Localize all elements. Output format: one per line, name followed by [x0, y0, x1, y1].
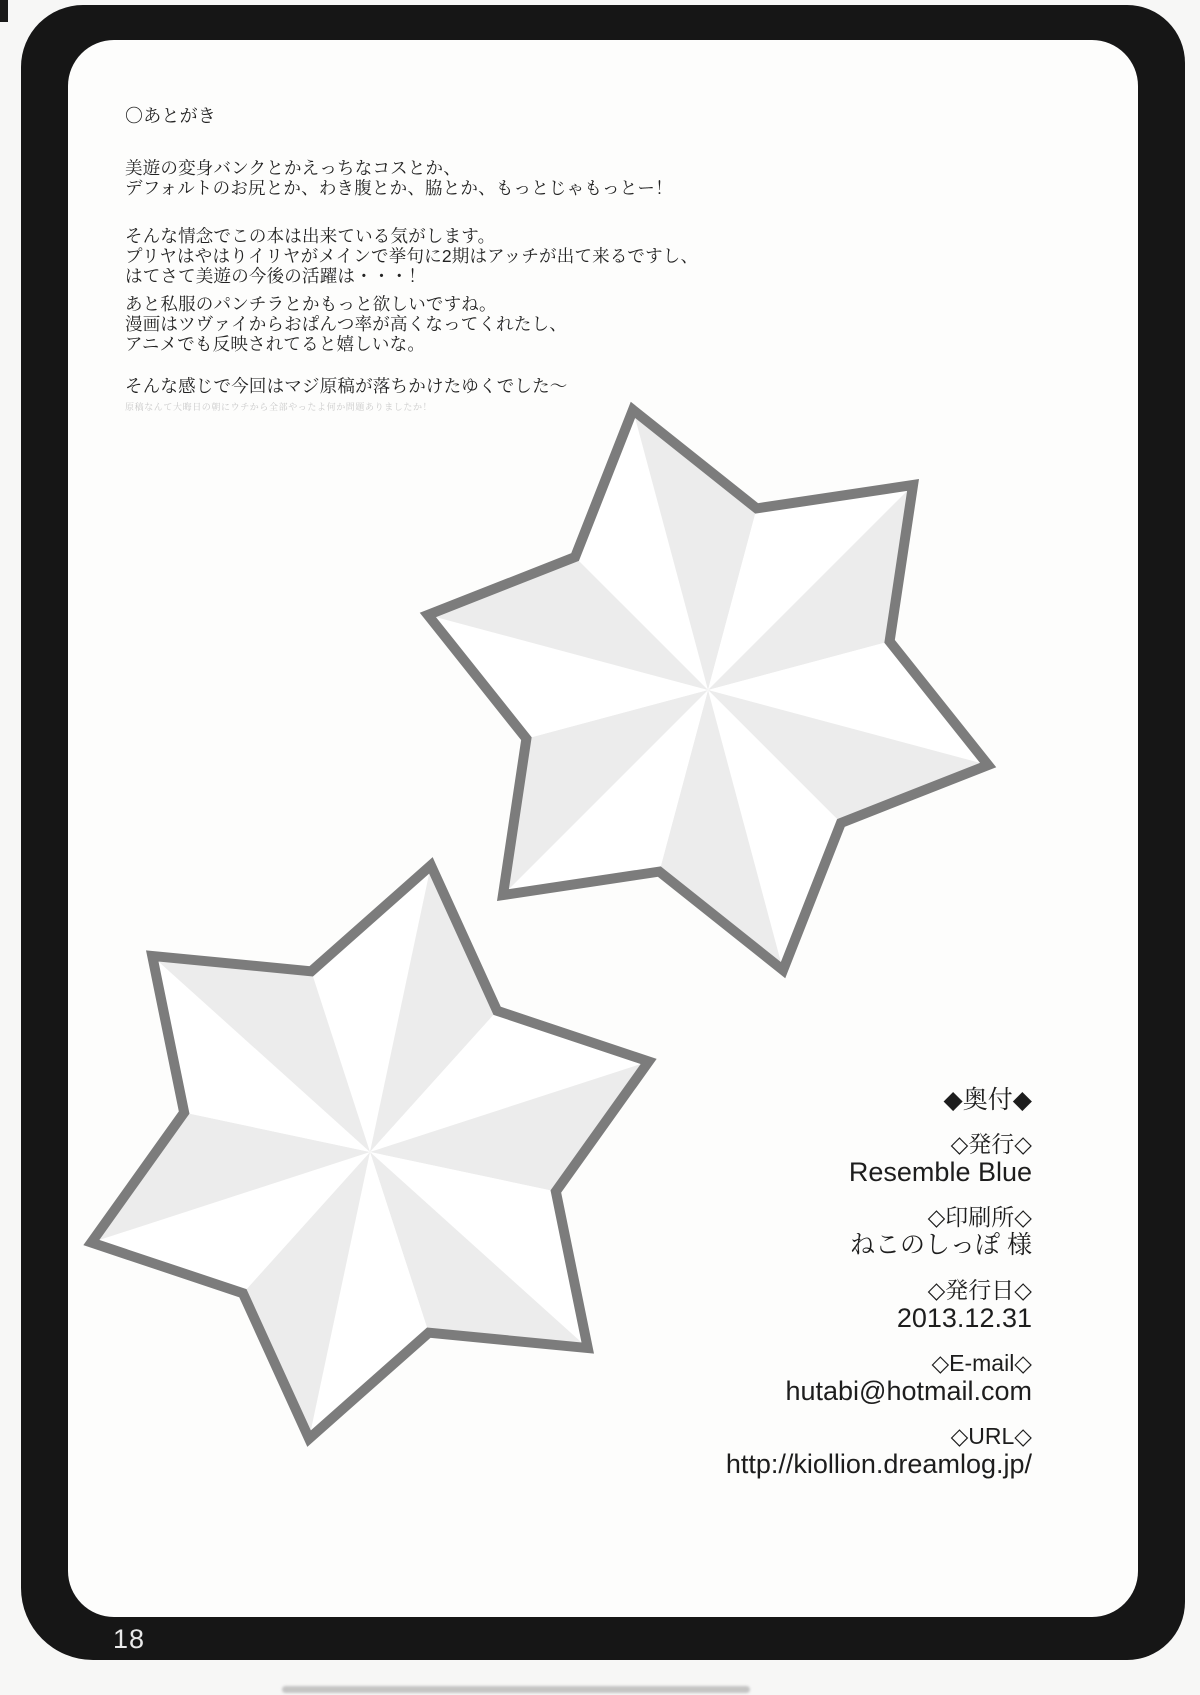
afterword-paragraph — [125, 158, 705, 198]
colophon-label: ◇URL◇ — [950, 1423, 1032, 1449]
scan-corner-artifact — [0, 0, 8, 22]
colophon-date-value: 2013.12.31 — [896, 1303, 1032, 1333]
colophon-label: ◇発行日◇ — [927, 1277, 1032, 1303]
afterword-line: そんな感じで今回はマジ原稿が落ちかけたゆくでした〜 — [125, 376, 568, 396]
afterword-paragraph — [125, 376, 705, 396]
afterword-line: あと私服のパンチラとかもっと欲しいですね。 — [125, 294, 497, 314]
page-number: 18 — [113, 1624, 146, 1654]
colophon-label: ◇印刷所◇ — [927, 1204, 1032, 1230]
colophon-section-url — [612, 1422, 1032, 1478]
colophon-email-value: hutabi@hotmail.com — [785, 1376, 1032, 1406]
colophon-section-email — [612, 1349, 1032, 1405]
scan-smudge-artifact — [282, 1686, 750, 1693]
colophon-section-date — [612, 1276, 1032, 1332]
afterword-paragraph — [125, 226, 705, 286]
colophon-url-value: http://kiollion.dreamlog.jp/ — [725, 1449, 1032, 1479]
colophon-printer-value: ねこのしっぽ 様 — [850, 1231, 1032, 1259]
colophon-label: ◇発行◇ — [950, 1131, 1032, 1157]
afterword-title: 〇あとがき — [125, 106, 216, 126]
afterword-line: プリヤはやはりイリヤがメインで挙句に2期はアッチが出て来るですし、 — [125, 246, 699, 266]
afterword-paragraph — [125, 294, 705, 354]
colophon-section-printer — [612, 1203, 1032, 1259]
afterword-section — [125, 106, 705, 412]
afterword-line: 美遊の変身バンクとかえっちなコスとか、 — [125, 158, 461, 178]
afterword-line: はてさて美遊の今後の活躍は・・・！ — [125, 266, 426, 286]
colophon-publisher-value: Resemble Blue — [848, 1157, 1032, 1187]
afterword-faint-note: 原稿なんて大晦日の朝にウチから全部やったよ何か問題ありましたか！ — [125, 402, 433, 412]
colophon-section-publisher — [612, 1130, 1032, 1186]
colophon-section — [612, 1086, 1032, 1495]
afterword-line: 漫画はツヴァイからおぱんつ率が高くなってくれたし、 — [125, 314, 567, 334]
afterword-line: デフォルトのお尻とか、わき腹とか、脇とか、もっとじゃもっとー！ — [125, 178, 673, 198]
colophon-title: ◆奥付◆ — [943, 1086, 1032, 1114]
colophon-label: ◇E-mail◇ — [931, 1350, 1032, 1376]
afterword-line: アニメでも反映されてると嬉しいな。 — [125, 334, 426, 354]
afterword-line: そんな情念でこの本は出来ている気がします。 — [125, 226, 496, 246]
